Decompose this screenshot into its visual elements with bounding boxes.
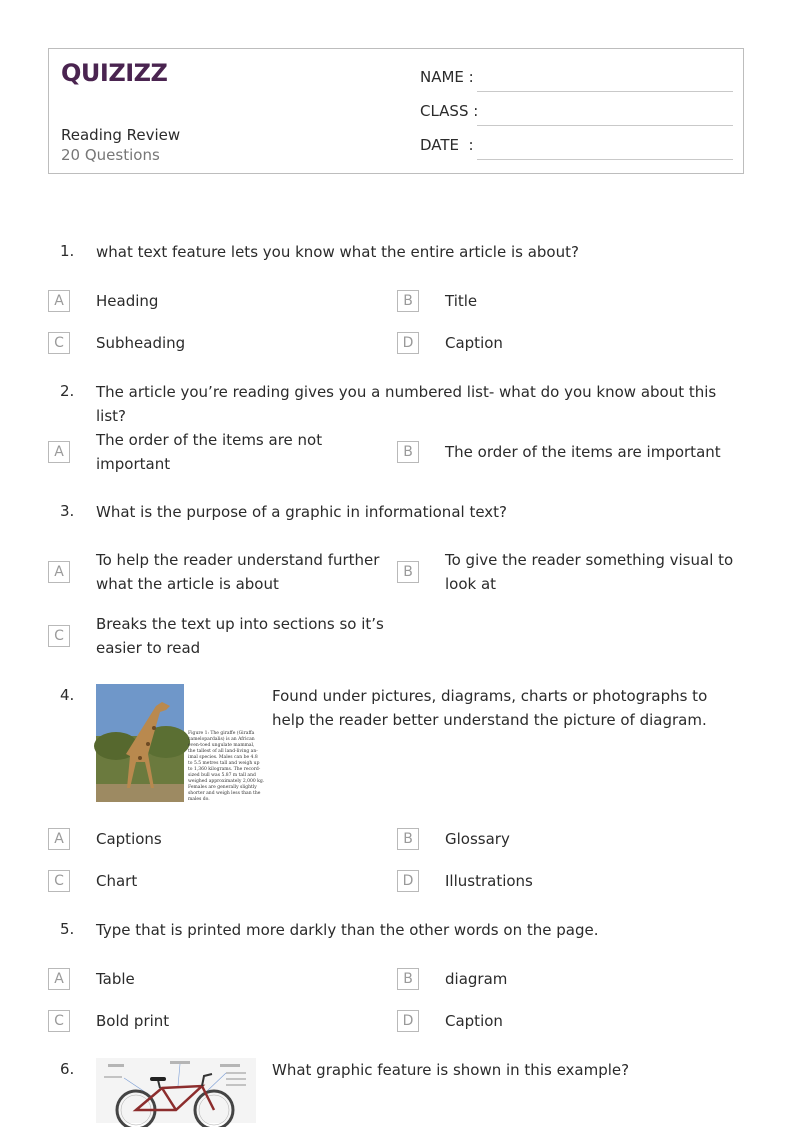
- option-text: Table: [96, 970, 135, 988]
- date-label: DATE :: [420, 136, 474, 154]
- option-letter-box[interactable]: B: [397, 441, 419, 463]
- question-number: 3.: [60, 502, 75, 520]
- class-label: CLASS :: [420, 102, 479, 120]
- name-label: NAME :: [420, 68, 474, 86]
- worksheet-title: Reading Review: [61, 126, 181, 144]
- svg-text:the tallest of all land-living: the tallest of all land-living an-: [188, 749, 258, 754]
- option-text: Caption: [445, 1012, 503, 1030]
- option-text: Heading: [96, 292, 159, 310]
- question-text: what text feature lets you know what the entire article is about?: [96, 243, 579, 261]
- option-text: Bold print: [96, 1012, 170, 1030]
- question-number: 4.: [60, 686, 75, 704]
- option-letter-box[interactable]: A: [48, 290, 70, 312]
- option-letter-box[interactable]: C: [48, 332, 70, 354]
- svg-text:weighed approximately 2,000 kg: weighed approximately 2,000 kg.: [188, 779, 265, 784]
- question-count: 20 Questions: [61, 146, 160, 164]
- option-text: Captions: [96, 830, 162, 848]
- option-letter-box[interactable]: A: [48, 441, 70, 463]
- option-letter-box[interactable]: B: [397, 828, 419, 850]
- option-letter-box[interactable]: B: [397, 968, 419, 990]
- svg-text:to 5.5 metres tall and weigh u: to 5.5 metres tall and weigh up: [188, 761, 260, 766]
- option-letter-box[interactable]: B: [397, 561, 419, 583]
- option-text: The order of the items are not important: [96, 431, 323, 473]
- option-text: Caption: [445, 334, 503, 352]
- quizizz-logo: QUIZIZZ: [61, 59, 168, 87]
- question-text: Type that is printed more darkly than the other words on the page.: [96, 921, 599, 939]
- svg-text:even-toed ungulate mammal,: even-toed ungulate mammal,: [188, 743, 255, 748]
- option-text: To give the reader something visual to look at: [445, 551, 734, 593]
- question-text: The article you’re reading gives you a numbered list- what do you know about this list?: [96, 383, 717, 425]
- option-text: Subheading: [96, 334, 186, 352]
- option-letter-box[interactable]: C: [48, 1010, 70, 1032]
- date-field[interactable]: [420, 136, 733, 160]
- question-number: 2.: [60, 382, 75, 400]
- option-letter-box[interactable]: D: [397, 870, 419, 892]
- bicycle-diagram-icon: [96, 1058, 256, 1123]
- option-letter-box[interactable]: C: [48, 625, 70, 647]
- option-letter-box[interactable]: D: [397, 1010, 419, 1032]
- svg-text:Females are generally slightly: Females are generally slightly: [188, 785, 257, 790]
- class-field[interactable]: [420, 102, 733, 126]
- bicycle-diagram-image: [96, 1058, 256, 1123]
- option-letter-box[interactable]: C: [48, 870, 70, 892]
- option-text: To help the reader understand further what the article is about: [96, 551, 380, 593]
- class-line: [477, 125, 733, 126]
- option-text: The order of the items are important: [445, 443, 721, 461]
- giraffe-photo-image: [96, 684, 265, 802]
- option-text: Title: [445, 292, 478, 310]
- name-line: [477, 91, 733, 92]
- option-text: diagram: [445, 970, 508, 988]
- question-text: What graphic feature is shown in this example?: [272, 1061, 630, 1079]
- option-letter-box[interactable]: A: [48, 828, 70, 850]
- option-letter-box[interactable]: A: [48, 561, 70, 583]
- svg-text:imal species. Males can be 4.8: imal species. Males can be 4.8: [188, 755, 258, 760]
- svg-text:sized bull was 5.87 m tall and: sized bull was 5.87 m tall and: [188, 773, 256, 778]
- question-number: 1.: [60, 242, 75, 260]
- option-text: Glossary: [445, 830, 510, 848]
- question-number: 5.: [60, 920, 75, 938]
- svg-text:camelopardalis) is an African: camelopardalis) is an African: [188, 737, 255, 742]
- option-text: Chart: [96, 872, 138, 890]
- option-text: Breaks the text up into sections so it’s easier to read: [96, 615, 384, 657]
- option-text: Illustrations: [445, 872, 533, 890]
- option-letter-box[interactable]: B: [397, 290, 419, 312]
- option-letter-box[interactable]: A: [48, 968, 70, 990]
- question-text: Found under pictures, diagrams, charts or photographs to help the reader better understand the picture of diagram.: [272, 687, 708, 729]
- svg-text:shorter and weigh less than th: shorter and weigh less than the: [188, 791, 261, 796]
- svg-text:Figure 1: The giraffe (Giraffa: Figure 1: The giraffe (Giraffa: [188, 731, 255, 736]
- name-field[interactable]: [420, 68, 733, 92]
- date-line: [477, 159, 733, 160]
- svg-text:males do.: males do.: [188, 797, 210, 802]
- worksheet-header: [48, 48, 744, 174]
- svg-text:to 1,360 kilograms. The record: to 1,360 kilograms. The record-: [188, 767, 261, 772]
- question-text: What is the purpose of a graphic in informational text?: [96, 503, 508, 521]
- option-letter-box[interactable]: D: [397, 332, 419, 354]
- giraffe-photo-icon: [96, 684, 265, 802]
- question-number: 6.: [60, 1060, 75, 1078]
